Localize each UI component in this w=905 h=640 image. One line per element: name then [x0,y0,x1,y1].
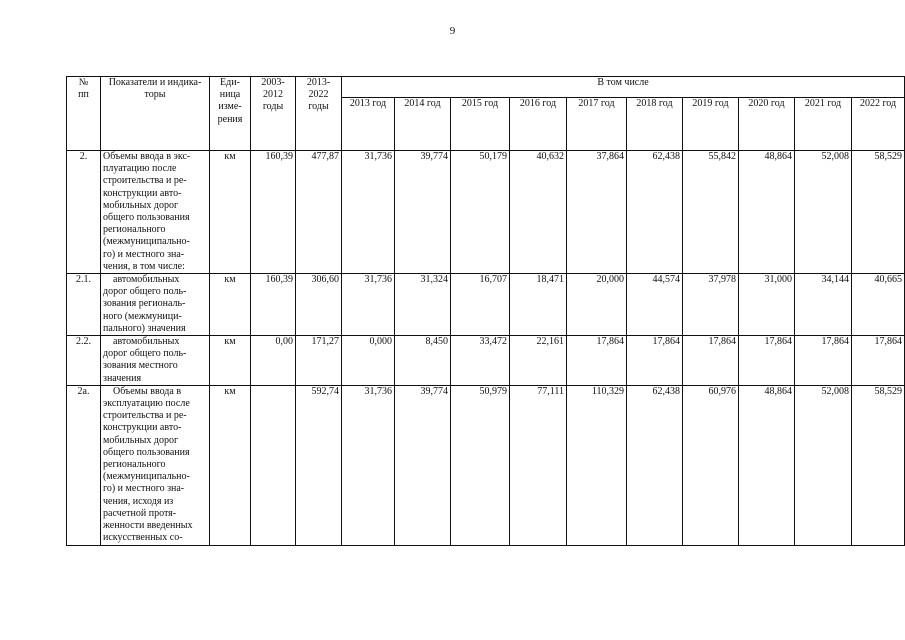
value-year: 50,179 [451,151,510,274]
indicators-table [66,76,905,546]
indicator-name: Объемы ввода в эксплуатацию после строительства и ре- конструкции авто- мобильных дорог общего пользования регионального (межмуниципально- го) и местного зна- чения, исходя из расчетной протя- женности введенных искусственных со- [101,385,210,545]
value-2013-2022: 592,74 [296,385,342,545]
header-year: 2020 год [739,98,795,151]
page-number: 9 [449,25,456,37]
value-year: 50,979 [451,385,510,545]
value-year: 16,707 [451,274,510,336]
value-2003-2012: 160,39 [251,274,296,336]
value-year: 17,864 [627,336,683,386]
value-2003-2012: 0,00 [251,336,296,386]
value-year: 60,976 [683,385,739,545]
value-year: 33,472 [451,336,510,386]
header-num: № пп [67,77,101,151]
value-year: 37,978 [683,274,739,336]
value-year: 31,736 [342,274,395,336]
value-year: 52,008 [795,151,852,274]
header-year: 2022 год [852,98,905,151]
value-2013-2022: 171,27 [296,336,342,386]
header-year: 2021 год [795,98,852,151]
header-group-including: В том числе [342,77,905,98]
value-year: 17,864 [567,336,627,386]
unit-cell: км [210,336,251,386]
value-year: 39,774 [395,151,451,274]
table-row [67,336,905,386]
value-year: 58,529 [852,385,905,545]
indicator-name: автомобильных дорог общего поль- зования местного значения [101,336,210,386]
value-2013-2022: 477,87 [296,151,342,274]
header-indicator: Показатели и индика- торы [101,77,210,151]
value-year: 17,864 [852,336,905,386]
value-year: 62,438 [627,385,683,545]
unit-cell: км [210,385,251,545]
value-year: 17,864 [739,336,795,386]
row-number: 2.1. [67,274,101,336]
value-year: 58,529 [852,151,905,274]
value-year: 31,000 [739,274,795,336]
header-year: 2018 год [627,98,683,151]
value-year: 31,736 [342,385,395,545]
table-row [67,385,905,545]
value-2003-2012: 160,39 [251,151,296,274]
unit-cell: км [210,274,251,336]
value-2003-2012 [251,385,296,545]
value-year: 20,000 [567,274,627,336]
header-year: 2017 год [567,98,627,151]
value-year: 0,000 [342,336,395,386]
header-period-2003-2012: 2003- 2012 годы [251,77,296,151]
row-number: 2.2. [67,336,101,386]
value-year: 40,665 [852,274,905,336]
value-year: 17,864 [683,336,739,386]
value-year: 39,774 [395,385,451,545]
value-year: 48,864 [739,151,795,274]
value-year: 18,471 [510,274,567,336]
header-year: 2019 год [683,98,739,151]
value-2013-2022: 306,60 [296,274,342,336]
value-year: 37,864 [567,151,627,274]
value-year: 48,864 [739,385,795,545]
value-year: 31,324 [395,274,451,336]
table-row [67,274,905,336]
table-row [67,151,905,274]
value-year: 55,842 [683,151,739,274]
value-year: 40,632 [510,151,567,274]
header-year: 2014 год [395,98,451,151]
row-number: 2а. [67,385,101,545]
header-year: 2016 год [510,98,567,151]
value-year: 31,736 [342,151,395,274]
header-unit: Еди- ница изме- рения [210,77,251,151]
value-year: 8,450 [395,336,451,386]
value-year: 17,864 [795,336,852,386]
value-year: 22,161 [510,336,567,386]
indicator-name: автомобильных дорог общего поль- зования региональ- ного (межмуници- пального) значения [101,274,210,336]
value-year: 52,008 [795,385,852,545]
header-year: 2013 год [342,98,395,151]
header-year: 2015 год [451,98,510,151]
header-period-2013-2022: 2013- 2022 годы [296,77,342,151]
value-year: 110,329 [567,385,627,545]
unit-cell: км [210,151,251,274]
value-year: 62,438 [627,151,683,274]
value-year: 44,574 [627,274,683,336]
indicator-name: Объемы ввода в экс- плуатацию после строительства и ре- конструкции авто- мобильных дорог общего пользования регионального (межмуниципально- го) и местного зна- чения, в том числе: [101,151,210,274]
value-year: 77,111 [510,385,567,545]
row-number: 2. [67,151,101,274]
value-year: 34,144 [795,274,852,336]
